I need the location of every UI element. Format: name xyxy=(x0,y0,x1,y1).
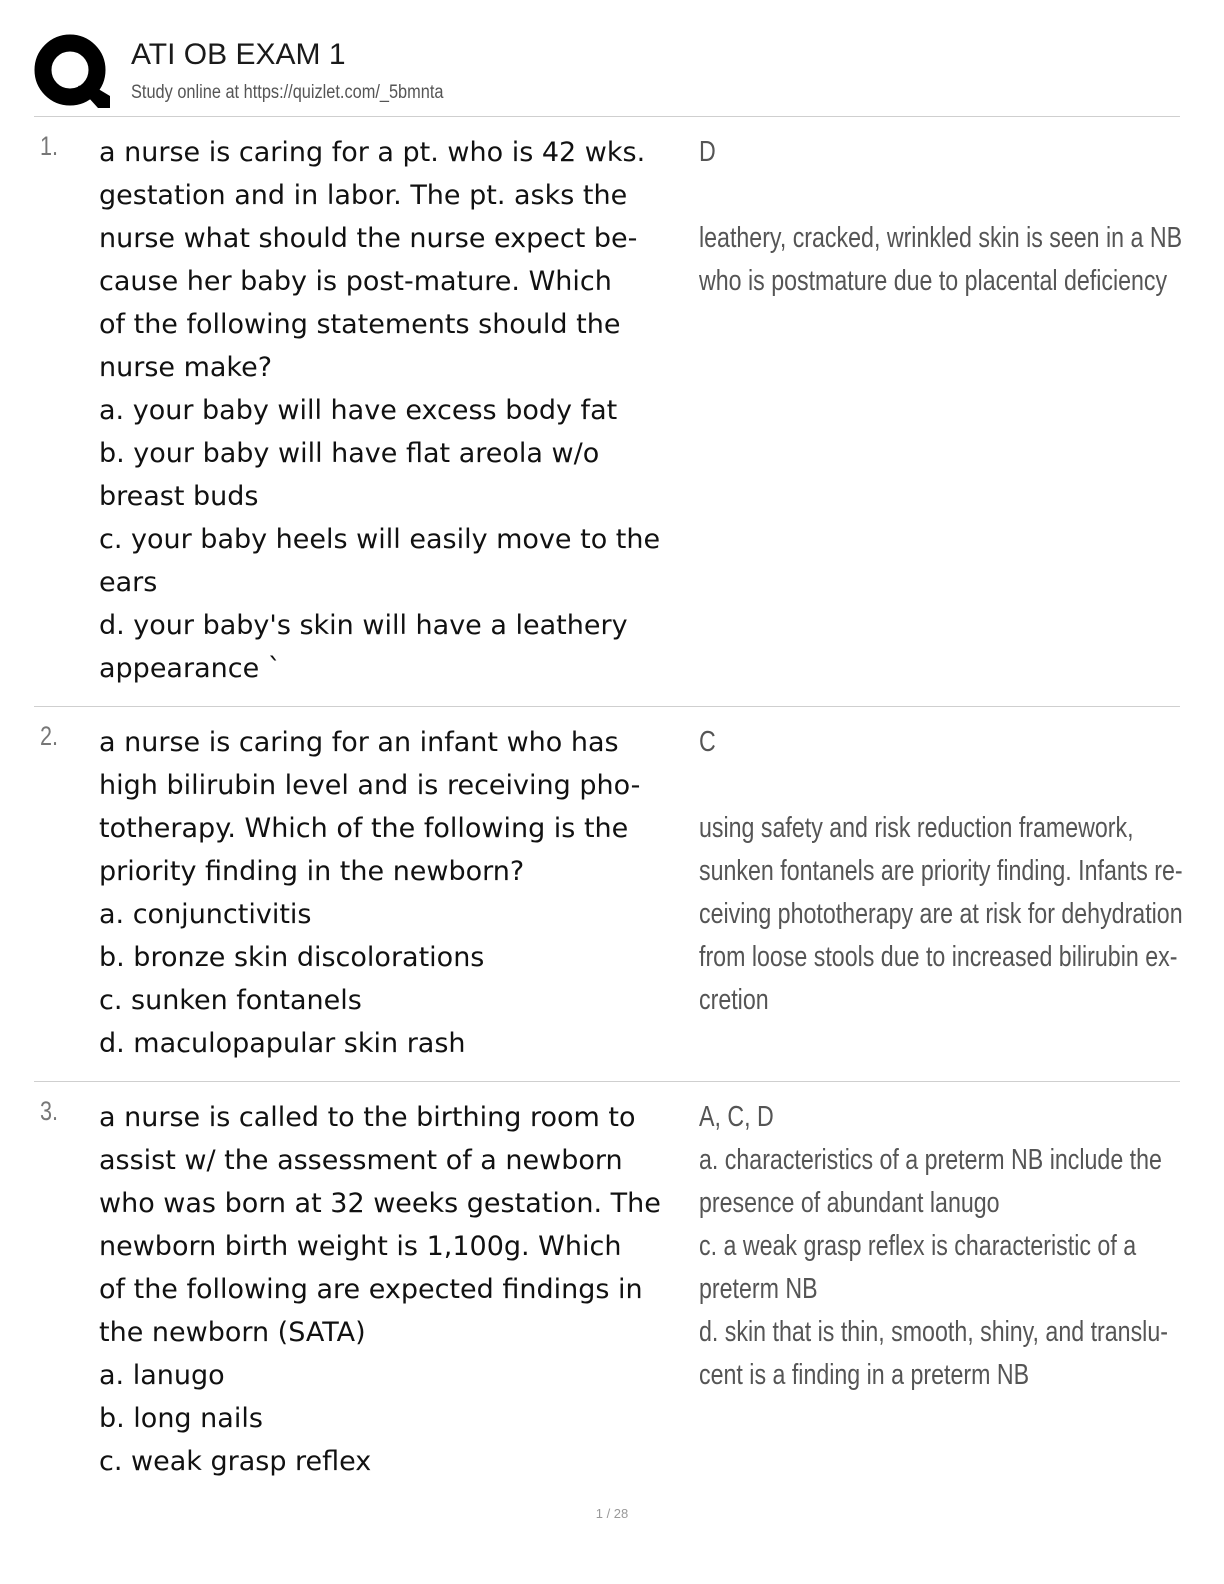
answer-rationale: presence of abundant lanugo xyxy=(699,1187,1000,1219)
question-line: the newborn (SATA) xyxy=(99,1317,366,1348)
answer-rationale: sunken fontanels are priority finding. Infants re- xyxy=(699,855,1183,887)
card-number: 1. xyxy=(40,131,59,161)
card-answer xyxy=(699,1096,1169,1397)
question-option: breast buds xyxy=(99,481,259,512)
card-question xyxy=(99,131,699,690)
answer-line xyxy=(699,764,1075,807)
card-number: 3. xyxy=(40,1096,59,1126)
answer-rationale: who is postmature due to placental deficiency xyxy=(699,265,1168,297)
question-option: d. maculopapular skin rash xyxy=(99,1028,466,1059)
card-number: 2. xyxy=(40,721,59,751)
answer-rationale: a. characteristics of a preterm NB include the xyxy=(699,1144,1162,1176)
study-online-prefix: Study online at xyxy=(131,82,244,103)
card-question xyxy=(99,1096,699,1483)
question-option: b. long nails xyxy=(99,1403,263,1434)
question-option: ears xyxy=(99,567,158,598)
question-line: totherapy. Which of the following is the xyxy=(99,813,629,844)
answer-rationale: ceiving phototherapy are at risk for dehydration xyxy=(699,898,1183,930)
study-online-line xyxy=(131,82,443,104)
card-question xyxy=(99,721,699,1065)
question-option: c. weak grasp reflex xyxy=(99,1446,372,1477)
answer-rationale: d. skin that is thin, smooth, shiny, and translu- xyxy=(699,1316,1168,1348)
card-divider xyxy=(34,706,1180,707)
question-line: a nurse is called to the birthing room to xyxy=(99,1102,636,1133)
question-line: nurse make? xyxy=(99,352,273,383)
question-line: cause her baby is post-mature. Which xyxy=(99,266,612,297)
card-divider xyxy=(34,1081,1180,1082)
answer-line xyxy=(699,174,1075,217)
answer-key: C xyxy=(699,726,716,758)
answer-rationale: preterm NB xyxy=(699,1273,818,1305)
question-line: assist w/ the assessment of a newborn xyxy=(99,1145,623,1176)
question-line: a nurse is caring for an infant who has xyxy=(99,727,619,758)
question-line: priority finding in the newborn? xyxy=(99,856,525,887)
question-line: of the following are expected findings in xyxy=(99,1274,643,1305)
answer-key: D xyxy=(699,136,716,168)
quizlet-logo-icon xyxy=(34,34,110,110)
answer-rationale: c. a weak grasp reflex is characteristic of a xyxy=(699,1230,1137,1262)
page-indicator: 1 / 28 xyxy=(595,1506,629,1521)
card-answer xyxy=(699,131,1183,303)
study-online-link[interactable]: https://quizlet.com/_5bmnta xyxy=(243,82,444,103)
document-title: ATI OB EXAM 1 xyxy=(131,38,346,71)
question-option: a. conjunctivitis xyxy=(99,899,312,930)
question-option: c. sunken fontanels xyxy=(99,985,362,1016)
question-option: d. your baby's skin will have a leathery xyxy=(99,610,628,641)
question-line: of the following statements should the xyxy=(99,309,621,340)
answer-key: A, C, D xyxy=(699,1101,774,1133)
document-header xyxy=(34,34,1180,116)
answer-rationale: leathery, cracked, wrinkled skin is seen in a NB xyxy=(699,222,1183,254)
question-line: high bilirubin level and is receiving pho- xyxy=(99,770,641,801)
question-option: a. your baby will have excess body fat xyxy=(99,395,618,426)
question-option: appearance ` xyxy=(99,653,282,684)
question-option: c. your baby heels will easily move to the xyxy=(99,524,661,555)
question-line: who was born at 32 weeks gestation. The xyxy=(99,1188,661,1219)
answer-rationale: from loose stools due to increased bilirubin ex- xyxy=(699,941,1178,973)
question-line: nurse what should the nurse expect be- xyxy=(99,223,638,254)
question-line: newborn birth weight is 1,100g. Which xyxy=(99,1231,622,1262)
header-divider xyxy=(34,116,1180,117)
question-option: a. lanugo xyxy=(99,1360,225,1391)
question-line: gestation and in labor. The pt. asks the xyxy=(99,180,628,211)
answer-rationale: cretion xyxy=(699,984,769,1016)
card-answer xyxy=(699,721,1183,1022)
answer-rationale: using safety and risk reduction framework, xyxy=(699,812,1134,844)
question-line: a nurse is caring for a pt. who is 42 wks. xyxy=(99,137,646,168)
question-option: b. bronze skin discolorations xyxy=(99,942,485,973)
question-option: b. your baby will have flat areola w/o xyxy=(99,438,600,469)
answer-rationale: cent is a finding in a preterm NB xyxy=(699,1359,1030,1391)
